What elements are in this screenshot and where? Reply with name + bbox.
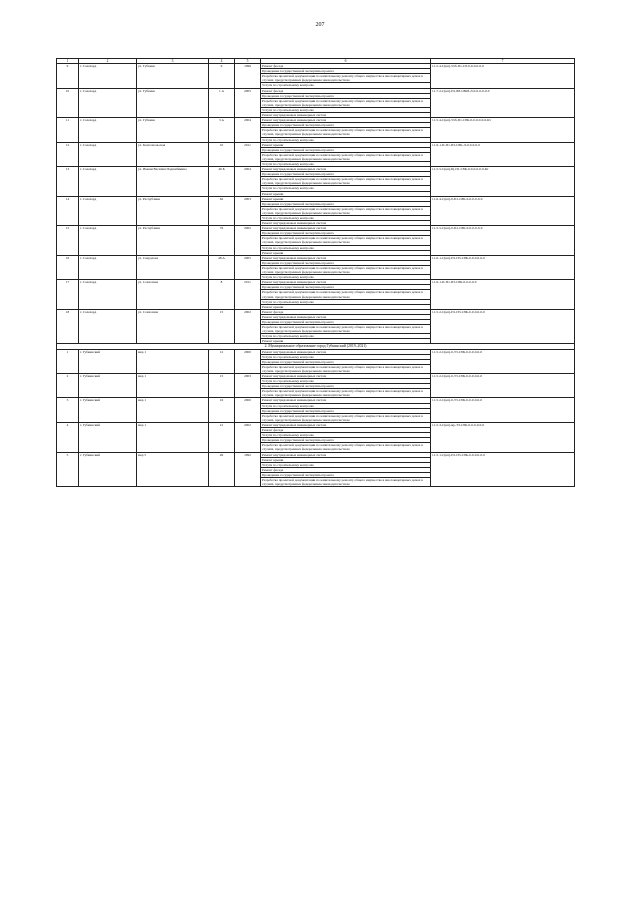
building-code-cell: 11-5-5-С(кп)-Б(-П1-С8К-0-0-0-0-0-0-Кт bbox=[431, 167, 575, 197]
row-number-cell: 16 bbox=[57, 255, 79, 279]
building-code-cell: 11-5-2-С(кп)-0-Т3-С8К-0-0-0-0-0-0 bbox=[431, 398, 575, 422]
row-number-cell: 4 bbox=[57, 422, 79, 452]
work-type-cell: Услуги по строительному контролю bbox=[261, 462, 431, 467]
row-number-cell: 1 bbox=[57, 349, 79, 373]
section-title: 2. Муниципальное образование город Губкинский (2019–2021) bbox=[57, 344, 575, 349]
year-cell: 2005 bbox=[235, 88, 261, 118]
city-cell: г. Салехард bbox=[79, 118, 137, 142]
house-number-cell: 16 bbox=[209, 398, 235, 422]
table-body bbox=[57, 59, 575, 487]
year-cell: 2004 bbox=[235, 118, 261, 142]
work-type-cell: Разработка проектной документации по капитальному ремонту общего имущества в многоквартирных домах в случаях, предусмотренных федеральным законодательством bbox=[261, 290, 431, 299]
work-type-cell: Ремонт крыши bbox=[261, 250, 431, 255]
house-number-cell: 21 bbox=[209, 422, 235, 452]
work-type-cell: Проведение государственной экспертизы проекта bbox=[261, 260, 431, 265]
work-type-cell: Проведение государственной экспертизы проекта bbox=[261, 69, 431, 74]
year-cell: 2003 bbox=[235, 196, 261, 226]
work-type-cell: Услуги по строительному контролю bbox=[261, 354, 431, 359]
work-type-cell: Услуги по строительному контролю bbox=[261, 161, 431, 166]
work-type-cell: Разработка проектной документации по капитальному ремонту общего имущества в многоквартирных домах в случаях, предусмотренных федеральным законодательством bbox=[261, 389, 431, 398]
work-type-cell: Проведение государственной экспертизы проекта bbox=[261, 93, 431, 98]
city-cell: г. Губкинский bbox=[79, 422, 137, 452]
street-cell: ул. Совхозная bbox=[137, 309, 209, 344]
work-type-cell: Ремонт крыши bbox=[261, 304, 431, 309]
work-type-cell: Разработка проектной документации по капитальному ремонту общего имущества в многоквартирных домах в случаях, предусмотренных федеральным законодательством bbox=[261, 152, 431, 161]
work-type-cell: Проведение государственной экспертизы проекта bbox=[261, 285, 431, 290]
city-cell: г. Салехард bbox=[79, 309, 137, 344]
house-number-cell: 49 bbox=[209, 452, 235, 487]
building-code-cell: 11-5-1-С(кп)-П1-П3-С8К-0-0-0-0-0-0 bbox=[431, 452, 575, 487]
work-type-cell: Ремонт крыши bbox=[261, 339, 431, 344]
house-number-cell: 46 Б bbox=[209, 167, 235, 197]
house-number-cell: 3 А bbox=[209, 118, 235, 142]
work-type-cell: Ремонт фасада bbox=[261, 428, 431, 433]
work-type-cell: Проведение государственной экспертизы проекта bbox=[261, 472, 431, 477]
work-type-cell: Разработка проектной документации по капитальному ремонту общего имущества в многоквартирных домах в случаях, предусмотренных федеральным законодательством bbox=[261, 177, 431, 186]
street-cell: ул. Имени Василия Подшибякина bbox=[137, 167, 209, 197]
table-row bbox=[57, 374, 575, 379]
year-cell: 2011 bbox=[235, 142, 261, 166]
work-type-cell: Разработка проектной документации по капитальному ремонту общего имущества в многоквартирных домах в случаях, предусмотренных федеральным законодательством bbox=[261, 206, 431, 215]
work-type-cell: Услуги по строительному контролю bbox=[261, 379, 431, 384]
page-number: 207 bbox=[315, 22, 325, 28]
work-type-cell: Проведение государственной экспертизы проекта bbox=[261, 359, 431, 364]
building-code-cell: 11-6-1-С(кп)-П1-П3-С8К-0-0-0-0-0-0 bbox=[431, 255, 575, 279]
city-cell: г. Салехард bbox=[79, 167, 137, 197]
city-cell: г. Салехард bbox=[79, 88, 137, 118]
table-row bbox=[57, 422, 575, 427]
street-cell: ул. Республики bbox=[137, 196, 209, 226]
year-cell: 2004 bbox=[235, 167, 261, 197]
year-cell: 1996 bbox=[235, 64, 261, 88]
table-row bbox=[57, 452, 575, 457]
row-number-cell: 12 bbox=[57, 142, 79, 166]
row-number-cell: 3 bbox=[57, 398, 79, 422]
row-number-cell: 2 bbox=[57, 374, 79, 398]
street-cell: ул. Совхозная bbox=[137, 280, 209, 310]
city-cell: г. Салехард bbox=[79, 280, 137, 310]
work-type-cell: Проведение государственной экспертизы проекта bbox=[261, 438, 431, 443]
table-row bbox=[57, 349, 575, 354]
work-type-cell: Ремонт внутридомовых инженерных систем bbox=[261, 349, 431, 354]
building-code-cell: 11-9-1-П-П1-П3-С8К-Л-0-0-0-0-0 bbox=[431, 142, 575, 166]
work-type-cell: Ремонт фасада bbox=[261, 309, 431, 314]
building-code-cell: 11-5-4-С(кп)-Улб-П1-С8К-0-0-0-0-0-0-Кт bbox=[431, 118, 575, 142]
house-number-cell: 1 А bbox=[209, 88, 235, 118]
work-type-cell: Ремонт внутридомовых инженерных систем bbox=[261, 167, 431, 172]
building-code-cell: 11-7-2-С(кп)-П1-Б8-С8К8-Л-0-0-0-0-0-0 bbox=[431, 88, 575, 118]
work-type-cell: Проведение государственной экспертизы проекта bbox=[261, 384, 431, 389]
building-code-cell: 11-9-1-П-П1-П3-С8К-0-0-0-0-0 bbox=[431, 280, 575, 310]
work-type-cell: Ремонт крыши bbox=[261, 142, 431, 147]
work-type-cell: Разработка проектной документации по капитальному ремонту общего имущества в многоквартирных домах в случаях, предусмотренных федеральным законодательством bbox=[261, 325, 431, 334]
city-cell: г. Салехард bbox=[79, 255, 137, 279]
street-cell: ул. Комсомольская bbox=[137, 142, 209, 166]
work-type-cell: Проведение государственной экспертизы проекта bbox=[261, 201, 431, 206]
year-cell: 2002 bbox=[235, 226, 261, 256]
year-cell: 2002 bbox=[235, 422, 261, 452]
house-number-cell: 48 А bbox=[209, 255, 235, 279]
work-type-cell: Ремонт внутридомовых инженерных систем bbox=[261, 221, 431, 226]
building-code-cell: 11-5-2-С(кп)-0-Т3-С8К-0-0-0-0-0-0 bbox=[431, 374, 575, 398]
city-cell: г. Салехард bbox=[79, 64, 137, 88]
table-row bbox=[57, 118, 575, 123]
work-type-cell: Ремонт внутридомовых инженерных систем bbox=[261, 226, 431, 231]
building-code-cell: 11-5-2-С(кп)-0-Т3-С8К-0-0-0-0-0-0 bbox=[431, 349, 575, 373]
year-cell: 2003 bbox=[235, 374, 261, 398]
work-type-cell: Разработка проектной документации по капитальному ремонту общего имущества в многоквартирных домах в случаях, предусмотренных федеральным законодательством bbox=[261, 98, 431, 107]
work-type-cell: Проведение государственной экспертизы проекта bbox=[261, 172, 431, 177]
city-cell: г. Губкинский bbox=[79, 349, 137, 373]
work-type-cell: Ремонт внутридомовых инженерных систем bbox=[261, 118, 431, 123]
year-cell: 2005 bbox=[235, 255, 261, 279]
work-type-cell: Ремонт внутридомовых инженерных систем bbox=[261, 113, 431, 118]
house-number-cell: 62 bbox=[209, 196, 235, 226]
table-row bbox=[57, 280, 575, 285]
year-cell: 2000 bbox=[235, 349, 261, 373]
work-type-cell: Ремонт внутридомовых инженерных систем bbox=[261, 398, 431, 403]
header-cell: 7 bbox=[431, 59, 575, 64]
building-code-cell: 11-5-5-С(кп)-0-П1-С8К-0-0-0-0-0-0 bbox=[431, 226, 575, 256]
row-number-cell: 18 bbox=[57, 309, 79, 344]
work-type-cell: Ремонт фасада bbox=[261, 64, 431, 69]
work-type-cell: Услуги по строительному контролю bbox=[261, 433, 431, 438]
work-type-cell: Ремонт внутридомовых инженерных систем bbox=[261, 255, 431, 260]
work-type-cell: Услуги по строительному контролю bbox=[261, 299, 431, 304]
work-type-cell: Разработка проектной документации по капитальному ремонту общего имущества в многоквартирных домах в случаях, предусмотренных федеральным законодательством bbox=[261, 265, 431, 274]
work-type-cell: Услуги по строительному контролю bbox=[261, 137, 431, 142]
street-cell: ул. Республики bbox=[137, 226, 209, 256]
city-cell: г. Губкинский bbox=[79, 398, 137, 422]
work-type-cell: Разработка проектной документации по капитальному ремонту общего имущества в многоквартирных домах в случаях, предусмотренных федеральным законодательством bbox=[261, 236, 431, 245]
work-type-cell: Услуги по строительному контролю bbox=[261, 334, 431, 339]
work-type-cell: Разработка проектной документации по капитальному ремонту общего имущества в многоквартирных домах в случаях, предусмотренных федеральным законодательством bbox=[261, 74, 431, 83]
work-type-cell: Услуги по строительному контролю bbox=[261, 245, 431, 250]
year-cell: 2000 bbox=[235, 398, 261, 422]
house-number-cell: 76 bbox=[209, 226, 235, 256]
street-cell: мкр 5 bbox=[137, 452, 209, 487]
street-cell: мкр 1 bbox=[137, 398, 209, 422]
header-cell: 2 bbox=[79, 59, 137, 64]
street-cell: мкр 1 bbox=[137, 349, 209, 373]
work-type-cell: Проведение государственной экспертизы проекта bbox=[261, 123, 431, 128]
city-cell: г. Салехард bbox=[79, 226, 137, 256]
work-type-cell: Услуги по строительному контролю bbox=[261, 83, 431, 88]
building-code-cell: 11-5-3-С(кп)-мр-Т3-С8К-0-0-0-0-0-0 bbox=[431, 422, 575, 452]
work-type-cell: Проведение государственной экспертизы проекта bbox=[261, 147, 431, 152]
street-cell: ул. Губкина bbox=[137, 88, 209, 118]
row-number-cell: 17 bbox=[57, 280, 79, 310]
year-cell: 1992 bbox=[235, 452, 261, 487]
street-cell: мкр 1 bbox=[137, 422, 209, 452]
table-row bbox=[57, 167, 575, 172]
work-type-cell: Услуги по строительному контролю bbox=[261, 403, 431, 408]
street-cell: ул. Свердлова bbox=[137, 255, 209, 279]
street-cell: ул. Губкина bbox=[137, 118, 209, 142]
city-cell: г. Салехард bbox=[79, 196, 137, 226]
work-type-cell: Услуги по строительному контролю bbox=[261, 216, 431, 221]
house-number-cell: 10 bbox=[209, 142, 235, 166]
work-type-cell: Проведение государственной экспертизы проекта bbox=[261, 231, 431, 236]
house-number-cell: 15 bbox=[209, 374, 235, 398]
row-number-cell: 5 bbox=[57, 452, 79, 487]
work-type-cell: Ремонт внутридомовых инженерных систем bbox=[261, 314, 431, 319]
work-type-cell: Услуги по строительному контролю bbox=[261, 186, 431, 191]
street-cell: мкр 1 bbox=[137, 374, 209, 398]
row-number-cell: 11 bbox=[57, 118, 79, 142]
work-type-cell: Разработка проектной документации по капитальному ремонту общего имущества в многоквартирных домах в случаях, предусмотренных федеральным законодательством bbox=[261, 128, 431, 137]
table-row bbox=[57, 398, 575, 403]
building-code-cell: 11-6-4-С(кп)-0-П1-С8К-0-0-0-0-0-0 bbox=[431, 196, 575, 226]
work-type-cell: Ремонт крыши bbox=[261, 457, 431, 462]
work-type-cell: Ремонт внутридомовых инженерных систем bbox=[261, 280, 431, 285]
row-number-cell: 15 bbox=[57, 226, 79, 256]
work-type-cell: Услуги по строительному контролю bbox=[261, 275, 431, 280]
house-number-cell: 15 bbox=[209, 309, 235, 344]
header-cell: 6 bbox=[261, 59, 431, 64]
header-cell: 4 bbox=[209, 59, 235, 64]
header-cell: 1 bbox=[57, 59, 79, 64]
building-code-cell: 11-5-2-С(кп)-П1-П3-С8К-0-0-0-0-0-0 bbox=[431, 309, 575, 344]
house-number-cell: 6 bbox=[209, 64, 235, 88]
building-code-cell: 11-5-4-С(кп)-Улб-П1-С8-0-0-0-0-0-0 bbox=[431, 64, 575, 88]
work-type-cell: Ремонт крыши bbox=[261, 191, 431, 196]
work-type-cell: Ремонт внутридомовых инженерных систем bbox=[261, 374, 431, 379]
work-type-cell: Проведение государственной экспертизы проекта bbox=[261, 408, 431, 413]
city-cell: г. Салехард bbox=[79, 142, 137, 166]
table-row bbox=[57, 255, 575, 260]
house-number-cell: 12 bbox=[209, 349, 235, 373]
street-cell: ул. Губкина bbox=[137, 64, 209, 88]
work-type-cell: Ремонт крыши bbox=[261, 196, 431, 201]
year-cell: 2011 bbox=[235, 280, 261, 310]
work-type-cell: Услуги по строительному контролю bbox=[261, 107, 431, 112]
work-type-cell: Разработка проектной документации по капитальному ремонту общего имущества в многоквартирных домах в случаях, предусмотренных федеральным законодательством bbox=[261, 477, 431, 486]
work-type-cell: Проведение государственной экспертизы проекта bbox=[261, 319, 431, 324]
header-cell: 5 bbox=[235, 59, 261, 64]
row-number-cell: 9 bbox=[57, 64, 79, 88]
year-cell: 2002 bbox=[235, 309, 261, 344]
work-type-cell: Ремонт внутридомовых инженерных систем bbox=[261, 452, 431, 457]
work-type-cell: Ремонт внутридомовых инженерных систем bbox=[261, 422, 431, 427]
row-number-cell: 14 bbox=[57, 196, 79, 226]
city-cell: г. Губкинский bbox=[79, 452, 137, 487]
row-number-cell: 13 bbox=[57, 167, 79, 197]
work-type-cell: Разработка проектной документации по капитальному ремонту общего имущества в многоквартирных домах в случаях, предусмотренных федеральным законодательством bbox=[261, 364, 431, 373]
work-type-cell: Разработка проектной документации по капитальному ремонту общего имущества в многоквартирных домах в случаях, предусмотренных федеральным законодательством bbox=[261, 413, 431, 422]
work-type-cell: Ремонт фасада bbox=[261, 88, 431, 93]
row-number-cell: 10 bbox=[57, 88, 79, 118]
work-type-cell: Разработка проектной документации по капитальному ремонту общего имущества в многоквартирных домах в случаях, предусмотренных федеральным законодательством bbox=[261, 443, 431, 452]
city-cell: г. Губкинский bbox=[79, 374, 137, 398]
work-type-cell: Ремонт фасада bbox=[261, 467, 431, 472]
house-number-cell: 8 bbox=[209, 280, 235, 310]
table-row bbox=[57, 226, 575, 231]
repair-schedule-table bbox=[56, 58, 575, 487]
header-cell: 3 bbox=[137, 59, 209, 64]
